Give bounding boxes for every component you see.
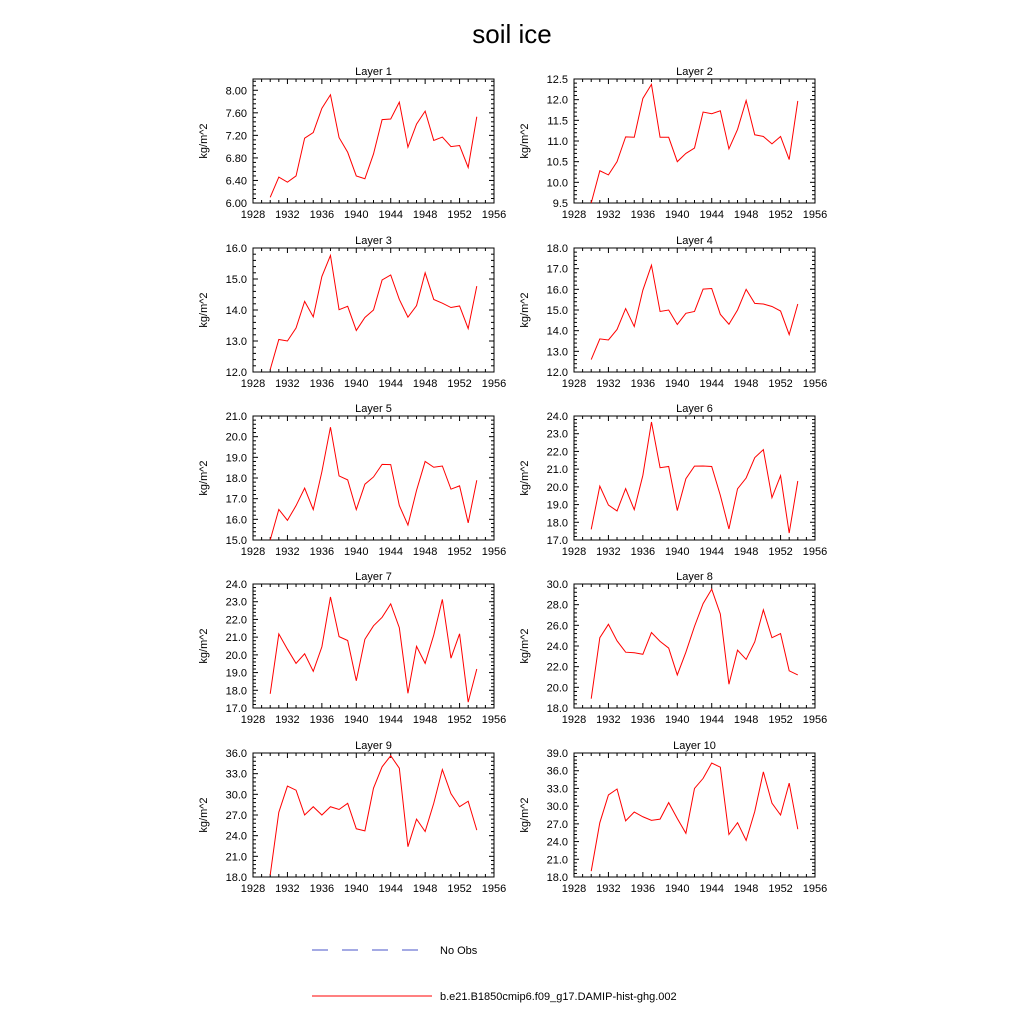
- x-tick-label: 1940: [344, 714, 369, 726]
- series-line: [591, 265, 798, 359]
- y-tick-label: 22.0: [546, 661, 568, 674]
- x-tick-label: 1948: [733, 209, 759, 221]
- y-tick-label: 15.0: [225, 535, 247, 547]
- y-tick-label: 20.0: [225, 649, 247, 662]
- plot-frame: [574, 79, 815, 203]
- y-tick-label: 36.0: [546, 765, 568, 778]
- x-tick-label: 1936: [309, 209, 335, 221]
- y-tick-label: 36.0: [225, 748, 247, 760]
- legend-no-obs-label: No Obs: [440, 945, 478, 957]
- y-tick-label: 9.5: [552, 198, 568, 210]
- x-tick-label: 1948: [412, 546, 438, 558]
- x-tick-label: 1948: [412, 209, 438, 221]
- panel-title: Layer 1: [355, 66, 392, 78]
- x-tick-label: 1936: [630, 883, 656, 895]
- y-tick-label: 17.0: [225, 703, 247, 715]
- x-tick-label: 1948: [733, 883, 759, 895]
- x-tick-label: 1932: [275, 378, 300, 390]
- y-tick-label: 10.5: [546, 156, 568, 169]
- y-tick-label: 30.0: [225, 789, 247, 802]
- x-tick-label: 1956: [481, 883, 507, 895]
- y-tick-label: 14.0: [546, 325, 568, 338]
- y-tick-label: 28.0: [546, 599, 568, 612]
- y-axis-label: kg/m^2: [198, 628, 210, 664]
- main-title: soil ice: [472, 19, 552, 49]
- y-tick-label: 19.0: [546, 499, 568, 512]
- x-tick-label: 1936: [309, 714, 335, 726]
- x-tick-label: 1944: [378, 378, 403, 390]
- panel-title: Layer 9: [355, 740, 392, 752]
- y-tick-label: 18.0: [225, 872, 247, 884]
- x-tick-label: 1956: [802, 378, 828, 390]
- y-tick-label: 21.0: [225, 632, 247, 645]
- y-axis-label: kg/m^2: [198, 123, 210, 159]
- panel-layer-2: [519, 66, 827, 221]
- y-tick-label: 22.0: [546, 446, 568, 459]
- y-tick-label: 33.0: [546, 783, 568, 796]
- series-line: [591, 422, 798, 533]
- x-tick-label: 1928: [240, 209, 266, 221]
- x-tick-label: 1928: [561, 378, 587, 390]
- x-tick-label: 1952: [768, 546, 793, 558]
- plot-frame: [253, 416, 494, 540]
- y-tick-label: 12.0: [225, 367, 247, 379]
- panel-layer-7: [198, 571, 506, 726]
- x-tick-label: 1944: [699, 378, 724, 390]
- x-tick-label: 1944: [378, 546, 403, 558]
- panel-title: Layer 10: [673, 740, 716, 752]
- panel-layer-4: [519, 235, 827, 390]
- panel-layer-10: [519, 740, 827, 895]
- y-tick-label: 7.60: [225, 107, 247, 120]
- x-tick-label: 1952: [447, 883, 472, 895]
- panel-title: Layer 4: [676, 235, 713, 247]
- y-tick-label: 24.0: [546, 641, 568, 653]
- x-tick-label: 1952: [447, 378, 472, 390]
- series-line: [591, 589, 798, 699]
- x-tick-label: 1940: [344, 209, 369, 221]
- y-tick-label: 18.0: [225, 473, 247, 485]
- x-tick-label: 1936: [309, 546, 335, 558]
- x-tick-label: 1948: [733, 378, 759, 390]
- x-tick-label: 1944: [699, 209, 724, 221]
- y-tick-label: 16.0: [546, 284, 568, 297]
- x-tick-label: 1928: [561, 546, 587, 558]
- x-tick-label: 1940: [344, 883, 369, 895]
- y-tick-label: 13.0: [225, 336, 247, 348]
- y-tick-label: 30.0: [546, 579, 568, 591]
- y-tick-label: 14.0: [225, 305, 247, 317]
- plot-frame: [574, 584, 815, 708]
- x-tick-label: 1936: [630, 209, 656, 221]
- x-tick-label: 1944: [378, 883, 403, 895]
- panel-layer-5: [198, 403, 506, 558]
- x-tick-label: 1928: [240, 714, 266, 726]
- series-line: [591, 763, 798, 871]
- x-tick-label: 1928: [561, 883, 587, 895]
- y-tick-label: 24.0: [225, 830, 247, 843]
- y-tick-label: 21.0: [546, 854, 568, 867]
- x-tick-label: 1948: [412, 883, 438, 895]
- x-tick-label: 1956: [481, 378, 507, 390]
- y-tick-label: 18.0: [546, 243, 568, 255]
- y-tick-label: 7.20: [225, 130, 247, 143]
- panel-layer-9: [198, 740, 506, 895]
- x-tick-label: 1932: [596, 714, 621, 726]
- x-tick-label: 1932: [596, 546, 621, 558]
- x-tick-label: 1956: [802, 209, 828, 221]
- x-tick-label: 1932: [596, 209, 621, 221]
- panel-layer-8: [519, 571, 827, 726]
- panel-title: Layer 2: [676, 66, 713, 78]
- x-tick-label: 1940: [665, 883, 690, 895]
- y-tick-label: 19.0: [225, 667, 247, 680]
- panel-title: Layer 3: [355, 235, 392, 247]
- x-tick-label: 1936: [630, 546, 656, 558]
- y-tick-label: 22.0: [225, 614, 247, 627]
- x-tick-label: 1956: [802, 714, 828, 726]
- y-tick-label: 12.0: [546, 367, 568, 379]
- x-tick-label: 1956: [481, 714, 507, 726]
- plot-frame: [253, 584, 494, 708]
- y-tick-label: 6.40: [225, 175, 247, 188]
- x-tick-label: 1928: [561, 714, 587, 726]
- panel-title: Layer 7: [355, 571, 392, 583]
- plot-frame: [253, 753, 494, 877]
- panel-title: Layer 6: [676, 403, 713, 415]
- x-tick-label: 1940: [344, 546, 369, 558]
- y-tick-label: 13.0: [546, 346, 568, 359]
- y-tick-label: 20.0: [546, 481, 568, 494]
- panel-grid: [198, 66, 827, 895]
- y-tick-label: 16.0: [225, 243, 247, 255]
- y-tick-label: 26.0: [546, 620, 568, 633]
- y-tick-label: 17.0: [546, 263, 568, 276]
- x-tick-label: 1948: [412, 378, 438, 390]
- x-tick-label: 1956: [481, 546, 507, 558]
- y-tick-label: 30.0: [546, 801, 568, 814]
- x-tick-label: 1952: [447, 714, 472, 726]
- y-tick-label: 24.0: [546, 411, 568, 423]
- x-tick-label: 1948: [733, 714, 759, 726]
- x-tick-label: 1936: [630, 378, 656, 390]
- plot-frame: [253, 79, 494, 203]
- plot-frame: [574, 416, 815, 540]
- x-tick-label: 1932: [596, 883, 621, 895]
- y-tick-label: 24.0: [225, 579, 247, 591]
- y-tick-label: 23.0: [546, 428, 568, 441]
- x-tick-label: 1956: [802, 546, 828, 558]
- y-tick-label: 17.0: [225, 493, 247, 506]
- x-tick-label: 1940: [665, 546, 690, 558]
- y-tick-label: 10.0: [546, 177, 568, 190]
- x-tick-label: 1932: [275, 546, 300, 558]
- x-tick-label: 1944: [378, 714, 403, 726]
- y-axis-label: kg/m^2: [519, 292, 531, 328]
- x-tick-label: 1940: [665, 378, 690, 390]
- y-tick-label: 16.0: [225, 514, 247, 527]
- series-line: [270, 756, 477, 875]
- y-axis-label: kg/m^2: [198, 292, 210, 328]
- x-tick-label: 1936: [309, 883, 335, 895]
- x-tick-label: 1932: [275, 209, 300, 221]
- x-tick-label: 1936: [309, 378, 335, 390]
- x-tick-label: 1952: [447, 546, 472, 558]
- y-tick-label: 12.0: [546, 94, 568, 107]
- series-line: [270, 597, 477, 702]
- y-tick-label: 11.5: [547, 115, 568, 128]
- x-tick-label: 1940: [344, 378, 369, 390]
- x-tick-label: 1952: [447, 209, 472, 221]
- x-tick-label: 1948: [733, 546, 759, 558]
- x-tick-label: 1952: [768, 714, 793, 726]
- x-tick-label: 1952: [768, 378, 793, 390]
- panel-title: Layer 5: [355, 403, 392, 415]
- x-tick-label: 1940: [665, 209, 690, 221]
- series-line: [591, 84, 798, 203]
- panel-layer-3: [198, 235, 506, 390]
- x-tick-label: 1928: [240, 546, 266, 558]
- y-tick-label: 18.0: [546, 703, 568, 715]
- y-axis-label: kg/m^2: [519, 797, 531, 833]
- y-tick-label: 11.0: [547, 136, 568, 148]
- x-tick-label: 1948: [412, 714, 438, 726]
- y-axis-label: kg/m^2: [198, 797, 210, 833]
- y-tick-label: 27.0: [546, 818, 568, 831]
- y-tick-label: 15.0: [546, 305, 568, 317]
- x-tick-label: 1940: [665, 714, 690, 726]
- y-tick-label: 18.0: [546, 872, 568, 884]
- x-tick-label: 1944: [699, 714, 724, 726]
- legend-model-label: b.e21.B1850cmip6.f09_g17.DAMIP-hist-ghg.002: [440, 991, 677, 1003]
- y-tick-label: 39.0: [546, 748, 568, 760]
- y-tick-label: 6.00: [225, 198, 247, 210]
- y-tick-label: 12.5: [546, 74, 568, 86]
- panel-title: Layer 8: [676, 571, 713, 583]
- y-tick-label: 23.0: [225, 596, 247, 609]
- y-tick-label: 21.0: [225, 851, 247, 864]
- x-tick-label: 1932: [275, 883, 300, 895]
- y-tick-label: 15.0: [225, 274, 247, 286]
- y-tick-label: 24.0: [546, 836, 568, 849]
- plot-frame: [574, 753, 815, 877]
- x-tick-label: 1944: [699, 883, 724, 895]
- y-tick-label: 18.0: [225, 685, 247, 698]
- y-tick-label: 20.0: [546, 682, 568, 695]
- y-tick-label: 20.0: [225, 431, 247, 444]
- y-axis-label: kg/m^2: [198, 460, 210, 496]
- panel-layer-1: [198, 66, 506, 221]
- y-tick-label: 6.80: [225, 152, 247, 165]
- x-tick-label: 1928: [561, 209, 587, 221]
- x-tick-label: 1932: [275, 714, 300, 726]
- y-tick-label: 19.0: [225, 452, 247, 465]
- y-tick-label: 8.00: [225, 85, 247, 98]
- series-line: [270, 427, 477, 540]
- y-axis-label: kg/m^2: [519, 123, 531, 159]
- y-tick-label: 21.0: [225, 411, 247, 423]
- y-tick-label: 17.0: [546, 535, 568, 547]
- x-tick-label: 1944: [378, 209, 403, 221]
- x-tick-label: 1928: [240, 883, 266, 895]
- x-tick-label: 1952: [768, 883, 793, 895]
- x-tick-label: 1956: [802, 883, 828, 895]
- x-tick-label: 1956: [481, 209, 507, 221]
- y-tick-label: 18.0: [546, 517, 568, 530]
- y-tick-label: 33.0: [225, 768, 247, 781]
- panel-layer-6: [519, 403, 827, 558]
- x-tick-label: 1952: [768, 209, 793, 221]
- x-tick-label: 1928: [240, 378, 266, 390]
- x-tick-label: 1932: [596, 378, 621, 390]
- series-line: [270, 255, 477, 369]
- legend: [312, 945, 677, 1003]
- y-tick-label: 21.0: [546, 464, 568, 477]
- series-line: [270, 95, 477, 198]
- y-tick-label: 27.0: [225, 810, 247, 822]
- y-axis-label: kg/m^2: [519, 460, 531, 496]
- x-tick-label: 1936: [630, 714, 656, 726]
- y-axis-label: kg/m^2: [519, 628, 531, 664]
- x-tick-label: 1944: [699, 546, 724, 558]
